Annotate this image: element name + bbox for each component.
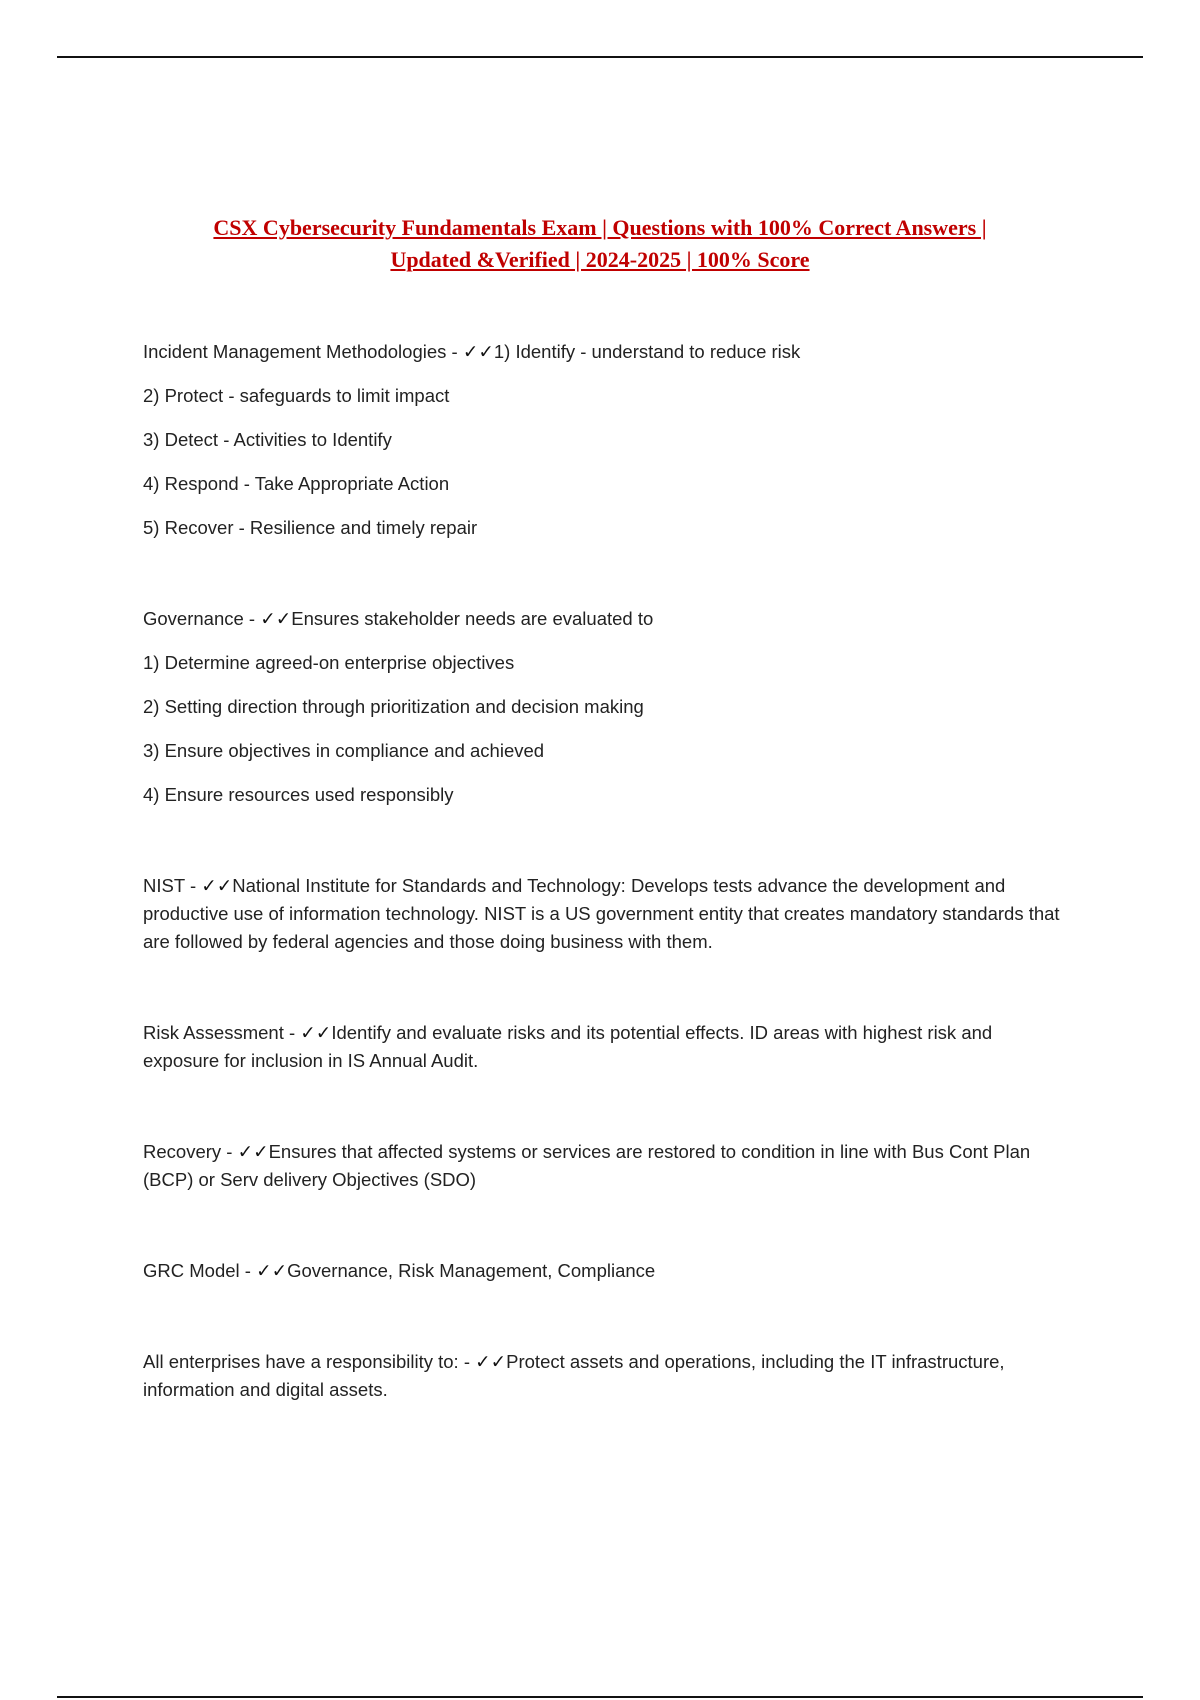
term: GRC Model - xyxy=(143,1260,257,1281)
document-body xyxy=(143,338,1063,1467)
term: Recovery - xyxy=(143,1141,238,1162)
answer-line: 3) Ensure objectives in compliance and achieved xyxy=(143,740,545,761)
checkmark-icon: ✓✓ xyxy=(462,341,494,362)
bottom-rule xyxy=(57,1696,1143,1698)
title-line-1: CSX Cybersecurity Fundamentals Exam | Questions with 100% Correct Answers | xyxy=(213,215,987,240)
qa-entry-governance xyxy=(143,605,1063,809)
checkmark-icon: ✓✓ xyxy=(201,875,233,896)
checkmark-icon: ✓✓ xyxy=(256,1260,288,1281)
answer-line: 1) Determine agreed-on enterprise objectives xyxy=(143,652,515,673)
checkmark-icon: ✓✓ xyxy=(475,1351,507,1372)
answer: Identify and evaluate risks and its potential effects. ID areas with highest risk and exposure for inclusion in IS Annual Audit. xyxy=(143,1022,993,1071)
qa-question-line xyxy=(143,338,1063,366)
qa-paragraph xyxy=(143,1257,1063,1285)
qa-entry-nist xyxy=(143,872,1063,956)
checkmark-icon: ✓✓ xyxy=(300,1022,332,1043)
qa-paragraph xyxy=(143,1138,1063,1194)
qa-entry-recovery xyxy=(143,1138,1063,1194)
answer-line: 3) Detect - Activities to Identify xyxy=(143,429,392,450)
answer: Governance, Risk Management, Compliance xyxy=(287,1260,656,1281)
answer-line: 2) Protect - safeguards to limit impact xyxy=(143,385,450,406)
answer: National Institute for Standards and Technology: Develops tests advance the development and productive use of information technology. NIST is a US government entity that creates mandatory standards that are followed by federal agencies and those doing business with them. xyxy=(143,875,1060,952)
term: Governance - xyxy=(143,608,261,629)
qa-paragraph xyxy=(143,1348,1063,1404)
answer: Ensures that affected systems or services are restored to condition in line with Bus Cont Plan (BCP) or Serv delivery Objectives (SDO) xyxy=(143,1141,1031,1190)
answer-line: 4) Respond - Take Appropriate Action xyxy=(143,473,450,494)
term: NIST - xyxy=(143,875,202,896)
title-line-2: Updated &Verified | 2024-2025 | 100% Score xyxy=(390,247,810,272)
checkmark-icon: ✓✓ xyxy=(237,1141,269,1162)
term: Incident Management Methodologies - xyxy=(143,341,463,362)
answer-line: 2) Setting direction through prioritization and decision making xyxy=(143,696,644,717)
answer-line: 4) Ensure resources used responsibly xyxy=(143,784,454,805)
document-title xyxy=(140,212,1060,276)
answer-line: 5) Recover - Resilience and timely repair xyxy=(143,517,478,538)
term: Risk Assessment - xyxy=(143,1022,301,1043)
answer: 1) Identify - understand to reduce risk xyxy=(493,341,801,362)
qa-paragraph xyxy=(143,872,1063,956)
qa-entry-risk-assessment xyxy=(143,1019,1063,1075)
qa-entry-incident-management xyxy=(143,338,1063,542)
term: All enterprises have a responsibility to: - xyxy=(143,1351,476,1372)
top-rule xyxy=(57,56,1143,58)
answer: Protect assets and operations, including the IT infrastructure, information and digital assets. xyxy=(143,1351,1005,1400)
checkmark-icon: ✓✓ xyxy=(260,608,292,629)
qa-entry-grc-model xyxy=(143,1257,1063,1285)
qa-question-line xyxy=(143,605,1063,633)
qa-entry-enterprise-responsibility xyxy=(143,1348,1063,1404)
answer: Ensures stakeholder needs are evaluated to xyxy=(291,608,654,629)
qa-paragraph xyxy=(143,1019,1063,1075)
